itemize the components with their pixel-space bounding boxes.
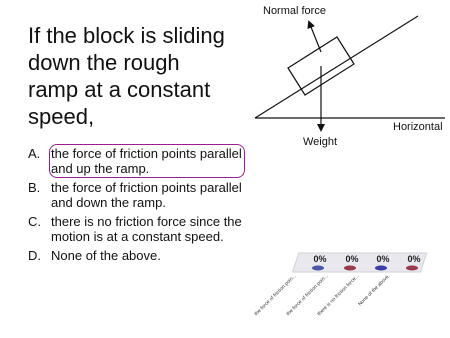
incline-diagram	[245, 0, 450, 150]
answer-letter: B.	[28, 180, 41, 195]
question-line-4: speed,	[28, 104, 95, 129]
answer-letter: D.	[28, 248, 41, 263]
poll-percent: 0%	[345, 254, 359, 264]
weight-label: Weight	[303, 136, 338, 148]
question-line-1: If the block is sliding	[28, 23, 225, 48]
poll-marker	[375, 266, 387, 271]
answer-text: None of the above.	[51, 248, 161, 263]
poll-option-label: there is no friction force...	[316, 273, 361, 318]
answer-letter: A.	[28, 146, 41, 161]
answer-letter: C.	[28, 214, 41, 229]
poll-percent: 0%	[407, 254, 421, 264]
answer-text: the force of friction points parallel and up the ramp.	[51, 146, 242, 176]
poll-marker	[406, 266, 418, 271]
poll-option-label: None of the above.	[357, 273, 392, 308]
poll-percent: 0%	[376, 254, 390, 264]
question-line-3: ramp at a constant	[28, 77, 211, 102]
poll-percent: 0%	[313, 254, 327, 264]
normal-force-arrow	[309, 22, 321, 52]
question-text	[28, 22, 253, 130]
normal-force-label: Normal force	[263, 5, 326, 17]
poll-option-label: the force of friction poin...	[253, 273, 298, 318]
answer-list	[28, 146, 243, 267]
answer-option-b[interactable]	[28, 180, 243, 210]
poll-marker	[312, 266, 324, 271]
poll-option-label: the force of friction poin...	[285, 273, 330, 318]
poll-results	[238, 246, 438, 334]
answer-text: there is no friction force since the motion is at a constant speed.	[51, 214, 242, 244]
answer-option-c[interactable]	[28, 214, 243, 244]
answer-option-d[interactable]	[28, 248, 243, 263]
answer-option-a[interactable]	[28, 146, 243, 176]
poll-marker	[344, 266, 356, 271]
horizontal-label: Horizontal	[393, 121, 443, 133]
ramp-line	[255, 16, 418, 118]
question-line-2: down the rough	[28, 50, 180, 75]
answer-text: the force of friction points parallel and down the ramp.	[51, 180, 242, 210]
